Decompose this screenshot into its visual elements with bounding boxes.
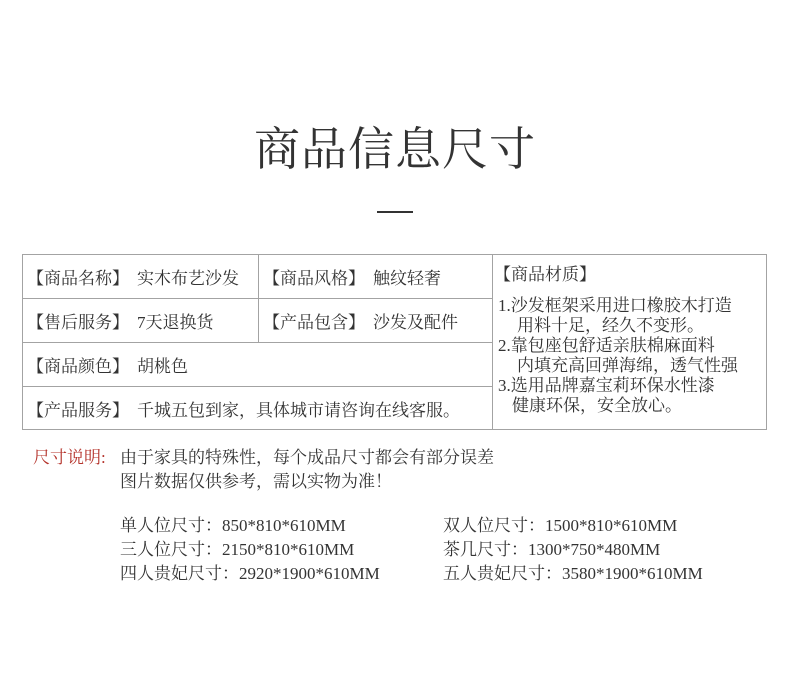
product-info-table	[22, 254, 767, 430]
title-divider	[377, 211, 413, 213]
product-name-value: 实木布艺沙发	[137, 269, 239, 288]
product-color-cell	[23, 343, 493, 387]
size-list	[120, 514, 743, 586]
product-style-cell	[259, 255, 493, 299]
after-sales-value: 7天退换货	[137, 313, 214, 332]
size-item-four-chaise	[120, 562, 443, 586]
size-label: 双人位尺寸：	[443, 516, 545, 535]
product-service-value: 千城五包到家，具体城市请咨询在线客服。	[137, 400, 460, 420]
material-line: 1.沙发框架采用进口橡胶木打造	[498, 296, 732, 315]
product-name-cell	[23, 255, 259, 299]
size-item-triple	[120, 538, 443, 562]
after-sales-cell	[23, 299, 259, 343]
page-title: 商品信息尺寸	[254, 124, 536, 175]
product-service-cell	[23, 387, 493, 430]
product-service-label: 【产品服务】	[27, 400, 129, 420]
size-note-label: 尺寸说明:	[33, 448, 106, 467]
size-value: 1500*810*610MM	[545, 516, 678, 535]
size-item-coffee-table	[443, 538, 743, 562]
material-line: 健康环保，安全放心。	[512, 396, 682, 415]
product-material-cell	[493, 255, 767, 430]
size-label: 茶几尺寸：	[443, 540, 528, 559]
material-line: 内填充高回弹海绵，透气性强	[517, 356, 738, 375]
product-material-list	[494, 296, 766, 416]
material-line: 用料十足，经久不变形。	[517, 316, 704, 335]
after-sales-label: 【售后服务】	[27, 313, 129, 332]
product-material-label: 【商品材质】	[494, 265, 596, 284]
size-note-line: 由于家具的特殊性，每个成品尺寸都会有部分误差	[120, 448, 494, 467]
size-note-text	[120, 446, 494, 494]
size-item-five-chaise	[443, 562, 743, 586]
product-includes-label: 【产品包含】	[263, 313, 365, 332]
product-style-value: 触纹轻奢	[373, 269, 441, 288]
material-line: 3.选用品牌嘉宝莉环保水性漆	[498, 376, 715, 395]
product-name-label: 【商品名称】	[27, 269, 129, 288]
product-includes-cell	[259, 299, 493, 343]
size-value: 1300*750*480MM	[528, 540, 661, 559]
product-includes-value: 沙发及配件	[373, 313, 458, 332]
size-value: 2150*810*610MM	[222, 540, 355, 559]
material-line: 2.靠包座包舒适亲肤棉麻面料	[498, 336, 715, 355]
size-value: 2920*1900*610MM	[239, 564, 380, 583]
product-color-value: 胡桃色	[137, 357, 188, 376]
product-style-label: 【商品风格】	[263, 269, 365, 288]
size-label: 五人贵妃尺寸：	[443, 564, 562, 583]
size-value: 850*810*610MM	[222, 516, 346, 535]
size-value: 3580*1900*610MM	[562, 564, 703, 583]
size-label: 三人位尺寸：	[120, 540, 222, 559]
size-item-single	[120, 514, 443, 538]
size-item-double	[443, 514, 743, 538]
size-label: 四人贵妃尺寸：	[120, 564, 239, 583]
size-note-line: 图片数据仅供参考，需以实物为准！	[120, 472, 392, 491]
size-label: 单人位尺寸：	[120, 516, 222, 535]
product-color-label: 【商品颜色】	[27, 357, 129, 376]
